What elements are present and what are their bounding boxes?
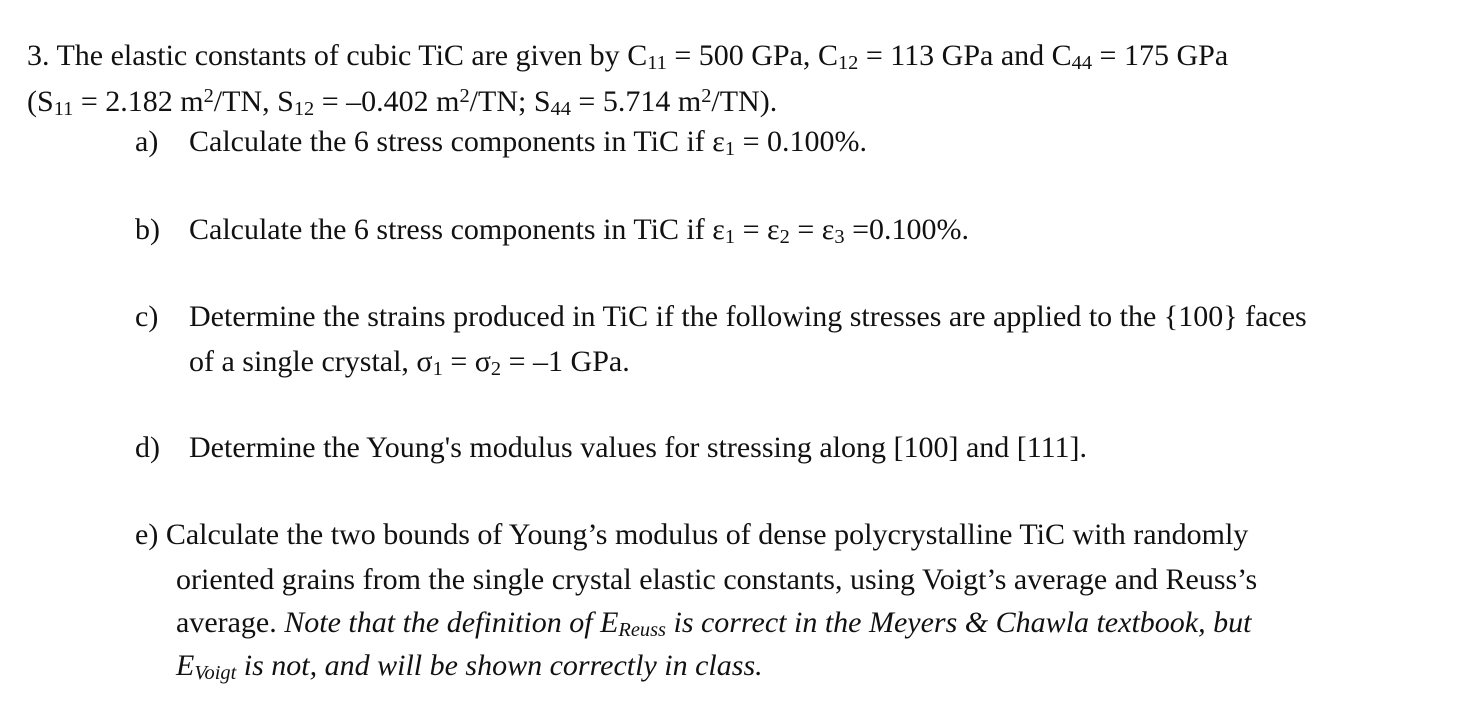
part-e-label: e): [135, 518, 159, 551]
part-a: a) Calculate the 6 stress components in TiC if $\varepsilon_1 = 0.100\%$.: [135, 125, 868, 161]
part-b: b) Calculate the 6 stress components in TiC if $\varepsilon_1 = \varepsilon_2 = \varepsilon_3 =0.100\%$.: [135, 213, 969, 249]
part-d-label: d): [135, 431, 160, 464]
problem-number: 3.: [27, 39, 50, 72]
part-c-line-2: of a single crystal, $\sigma_1 = \sigma_2 = -1$ GPa.: [189, 345, 630, 381]
part-c-line-1: c) Determine the strains produced in TiC if the following stresses are applied to the {100} faces: [135, 300, 1307, 333]
problem-line-1: 3. The elastic constants of cubic TiC are given by $C_{11} = 500$ GPa, $C_{12} = 113$ GPa and $C_{44} = 175$ GPa: [27, 39, 1229, 75]
part-d: d) Determine the Young's modulus values for stressing along [100] and [111].: [135, 431, 1088, 464]
part-e-line-2: oriented grains from the single crystal elastic constants, using Voigt’s average and Reuss’s: [176, 563, 1258, 596]
part-b-label: b): [135, 213, 160, 246]
part-e-line-4: $E_{Voigt}$ is not, and will be shown correctly in class.: [176, 649, 763, 685]
part-e-line-3: average. Note that the definition of $E_{Reuss}$ is correct in the Meyers & Chawla textbook, but: [176, 606, 1252, 642]
part-c-label: c): [135, 300, 159, 333]
part-a-label: a): [135, 125, 159, 158]
part-e-line-1: e) Calculate the two bounds of Young’s modulus of dense polycrystalline TiC with randomly: [135, 518, 1249, 551]
problem-line-2: ($S_{11} = 2.182$ $m^2/TN$, $S_{12} = -0.402$ $m^2/TN$; $S_{44} = 5.714$ $m^2/TN$).: [27, 85, 778, 121]
